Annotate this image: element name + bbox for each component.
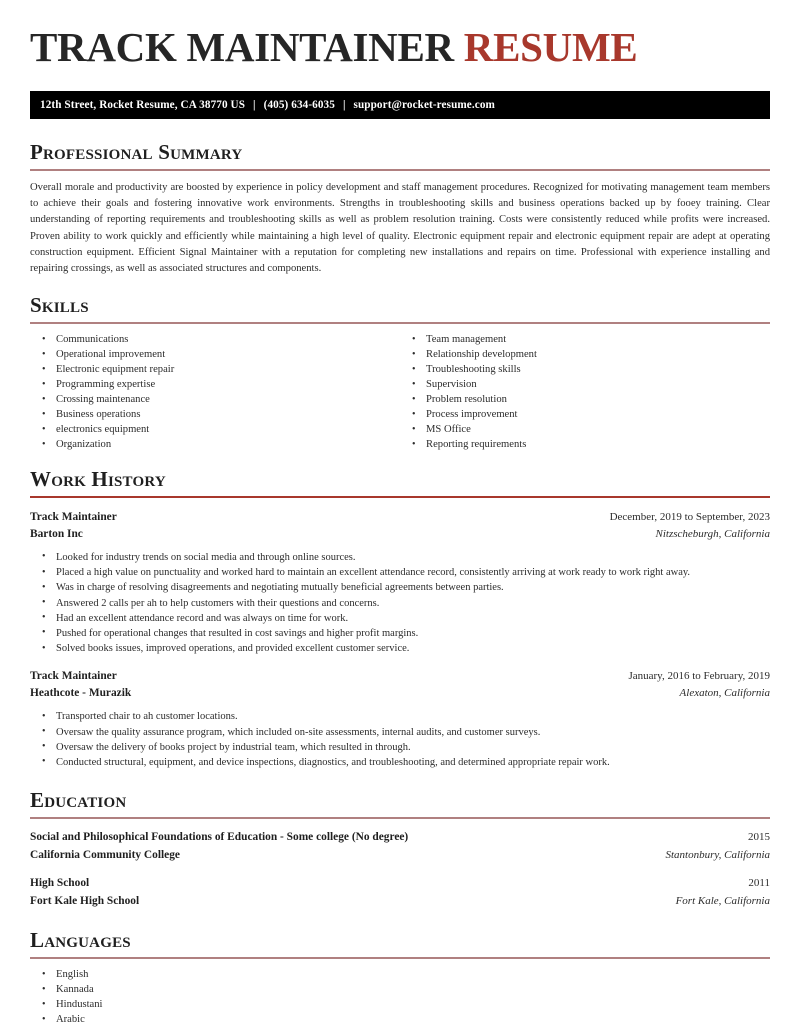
section-divider-professional-summary [30,169,770,171]
education-school: Fort Kale High School [30,894,140,907]
job-company: Heathcote - Murazik [30,687,132,700]
job-title-row [30,668,770,685]
resume-title-resume-word: RESUME [463,24,638,70]
job-bullet: • Had an excellent attendance record and was always on time for work. [30,611,770,626]
section-divider-work-history [30,496,770,498]
job-dates: January, 2016 to February, 2019 [628,670,770,683]
skill-item: • MS Office [400,422,770,437]
job-location: Nitzscheburgh, California [655,527,770,540]
languages-list [30,967,770,1027]
skill-item: • Programming expertise [30,377,400,392]
job-bullet-list [30,550,770,656]
contact-separator-2: | [342,99,346,111]
education-degree: High School [30,877,90,890]
section-languages [30,929,770,1027]
section-education [30,789,770,910]
skills-column-left [30,332,400,452]
language-item: • Arabic [30,1012,770,1027]
job-company: Barton Inc [30,527,83,540]
language-item: • Kannada [30,982,770,997]
job-title-row [30,509,770,526]
professional-summary-text: Overall morale and productivity are boosted by experience in policy development and staff management procedures. Recognized for motivating management team members to achieve their goals and fostering innovative work environments. Strengths in troubleshooting skills and business operations backed up by fooey training. Clear understanding of reporting requirements and troubleshooting skills as well as problem resolution training. Costs were consistently reduced while profits were increased. Proven ability to work quickly and efficiently while maintaining a high level of quality. Electronic equipment repair and electronic equipment repair are adept at operating construction equipment. Efficient Signal Maintainer with a reputation for completing new installations and repairs on time. Professional with experience installing and repairing crossings, as well as associated structures and components. [30,182,770,275]
skill-item: • electronics equipment [30,422,400,437]
contact-bar [30,91,770,119]
section-heading-languages: Languages [30,928,131,953]
education-entry [30,829,770,864]
education-year: 2015 [748,831,770,844]
education-entry [30,875,770,910]
resume-title-name: TRACK MAINTAINER [30,24,454,70]
work-history-entry [30,509,770,656]
skill-item: • Troubleshooting skills [400,362,770,377]
section-professional-summary [30,141,770,277]
skill-item: • Team management [400,332,770,347]
job-company-row [30,526,770,543]
job-location: Alexaton, California [679,687,770,700]
skill-item: • Electronic equipment repair [30,362,400,377]
job-bullet: • Placed a high value on punctuality and worked hard to maintain an excellent attendance record, consistently arriving at work ready to work right away. [30,565,770,580]
job-dates: December, 2019 to September, 2023 [609,510,770,523]
skill-item: • Process improvement [400,407,770,422]
job-bullet: • Transported chair to ah customer locations. [30,709,770,724]
education-school: California Community College [30,848,180,861]
education-list [30,829,770,910]
job-bullet: • Oversaw the delivery of books project by industrial team, which resulted in through. [30,740,770,755]
job-bullet: • Was in charge of resolving disagreements and negotiating mutually beneficial agreements between parties. [30,580,770,595]
skill-item: • Crossing maintenance [30,392,400,407]
skill-item: • Reporting requirements [400,437,770,452]
job-bullet: • Oversaw the quality assurance program, which included on-site assessments, internal audits, and customer surveys. [30,725,770,740]
skill-item: • Problem resolution [400,392,770,407]
skill-item: • Business operations [30,407,400,422]
contact-separator-1: | [253,99,256,111]
education-location: Fort Kale, California [675,894,770,907]
section-work-history [30,468,770,770]
job-bullet: • Pushed for operational changes that resulted in cost savings and higher profit margins. [30,626,770,641]
skills-columns [30,332,770,452]
job-title: Track Maintainer [30,670,117,683]
job-bullet: • Solved books issues, improved operations, and provided excellent customer service. [30,641,770,656]
contact-address: 12th Street, Rocket Resume, CA 38770 US [40,99,246,111]
language-item: • Hindustani [30,997,770,1012]
section-divider-languages [30,957,770,959]
education-location: Stantonbury, California [665,848,770,861]
job-title: Track Maintainer [30,510,117,523]
education-year: 2011 [748,877,770,890]
education-degree-row [30,875,770,893]
resume-title [30,0,770,68]
contact-email[interactable]: support@rocket-resume.com [353,99,495,111]
language-item: • English [30,967,770,982]
work-history-entry [30,668,770,770]
skill-item: • Communications [30,332,400,347]
education-degree-row [30,829,770,847]
section-divider-education [30,817,770,819]
section-skills [30,294,770,452]
skills-column-right [400,332,770,452]
education-school-row [30,893,770,911]
job-bullet-list [30,709,770,770]
section-heading-skills: Skills [30,293,89,318]
skill-item: • Relationship development [400,347,770,362]
work-history-list [30,509,770,770]
section-heading-education: Education [30,788,127,813]
skill-item: • Organization [30,437,400,452]
section-heading-professional-summary: Professional Summary [30,140,243,164]
job-bullet: • Conducted structural, equipment, and device inspections, diagnostics, and troubleshooting, and determined appropriate repair work. [30,755,770,770]
job-bullet: • Answered 2 calls per ah to help customers with their questions and concerns. [30,596,770,611]
section-divider-skills [30,322,770,324]
section-heading-work-history: Work History [30,467,166,492]
education-degree: Social and Philosophical Foundations of Education - Some college (No degree) [30,831,409,844]
education-school-row [30,847,770,865]
skill-item: • Supervision [400,377,770,392]
skill-item: • Operational improvement [30,347,400,362]
job-bullet: • Looked for industry trends on social media and through online sources. [30,550,770,565]
contact-phone[interactable]: (405) 634-6035 [263,99,335,111]
job-company-row [30,685,770,702]
